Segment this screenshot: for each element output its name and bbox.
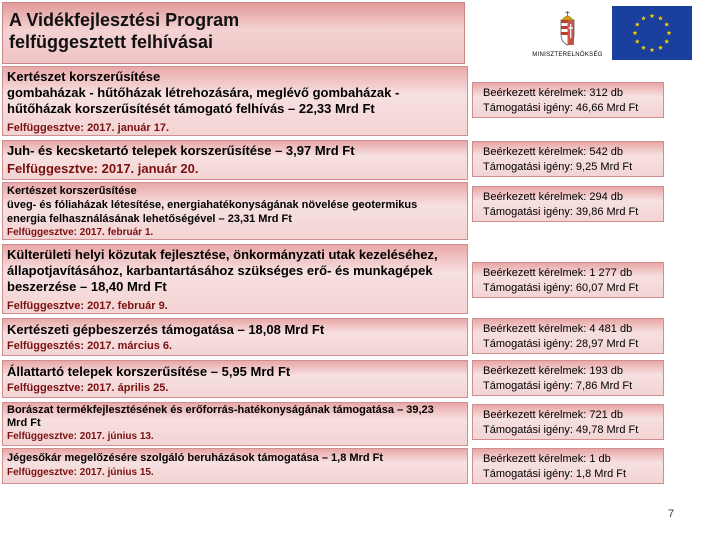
page-title: [9, 9, 239, 53]
item-title-line: Külterületi helyi közutak fejlesztése, önkormányzati utak kezeléséhez,: [7, 247, 438, 262]
ministry-label: MINISZTERELNÖKSÉG: [532, 52, 603, 58]
item-title-line: gombaházak - hűtőházak létrehozására, meglévő gombaházak -: [7, 85, 400, 100]
item-title-line: üveg- és fóliaházak létesítése, energiahatékonyságának növelése geotermikus: [7, 199, 418, 211]
stats-box: [472, 141, 664, 177]
item-title-line: energia felhasználásának lehetőségével – 23,31 Mrd Ft: [7, 213, 292, 225]
requests-count: Beérkezett kérelmek: 193 db: [483, 365, 624, 377]
support-demand: Támogatási igény: 1,8 Mrd Ft: [483, 468, 627, 480]
list-item: [2, 402, 468, 446]
support-demand: Támogatási igény: 28,97 Mrd Ft: [483, 338, 639, 350]
suspended-date: Felfüggesztve: 2017. június 13.: [7, 431, 154, 442]
stats-box: [472, 262, 664, 298]
list-item: [2, 140, 468, 180]
item-title-line: Állattartó telepek korszerűsítése – 5,95 Mrd Ft: [7, 364, 291, 379]
item-title-line: beszerzése – 18,40 Mrd Ft: [7, 279, 167, 294]
list-item: [2, 448, 468, 484]
suspended-date: Felfüggesztve: 2017. február 9.: [7, 300, 168, 312]
page-title-line1: A Vidékfejlesztési Program: [9, 10, 240, 30]
item-title-line: állapotjavításához, karbantartásához szükséges erő- és munkagépek: [7, 263, 433, 278]
list-item: [2, 182, 468, 240]
item-title-line: Kertészet korszerűsítése: [7, 69, 161, 84]
suspended-date: Felfüggesztve: 2017. február 1.: [7, 227, 154, 238]
stats-box: [472, 186, 664, 222]
suspended-date: Felfüggesztve: 2017. április 25.: [7, 382, 169, 394]
requests-count: Beérkezett kérelmek: 4 481 db: [483, 323, 633, 335]
list-item: [2, 66, 468, 136]
suspended-date: Felfüggesztés: 2017. március 6.: [7, 340, 173, 352]
item-title-line: Kertészeti gépbeszerzés támogatása – 18,08 Mrd Ft: [7, 322, 325, 337]
list-item: [2, 318, 468, 356]
suspended-date: Felfüggesztve: 2017. június 15.: [7, 467, 154, 478]
list-item: [2, 360, 468, 398]
suspended-date: Felfüggesztve: 2017. január 20.: [7, 161, 199, 176]
support-demand: Támogatási igény: 39,86 Mrd Ft: [483, 206, 639, 218]
item-title-line: Borászat termékfejlesztésének és erőforrás-hatékonyságának támogatása – 39,23: [7, 404, 434, 416]
stats-box: [472, 404, 664, 440]
page-number: 7: [668, 508, 675, 520]
stats-box: [472, 448, 664, 484]
support-demand: Támogatási igény: 60,07 Mrd Ft: [483, 282, 639, 294]
item-title-line: Jégesőkár megelőzésére szolgáló beruházások támogatása – 1,8 Mrd Ft: [7, 452, 383, 464]
item-title-line: Juh- és kecsketartó telepek korszerűsítése – 3,97 Mrd Ft: [7, 143, 355, 158]
page-title-line2: felfüggesztett felhívásai: [9, 32, 214, 52]
requests-count: Beérkezett kérelmek: 312 db: [483, 87, 624, 99]
stats-box: [472, 82, 664, 118]
support-demand: Támogatási igény: 7,86 Mrd Ft: [483, 380, 633, 392]
requests-count: Beérkezett kérelmek: 1 277 db: [483, 267, 633, 279]
suspended-date: Felfüggesztve: 2017. január 17.: [7, 122, 170, 134]
support-demand: Támogatási igény: 49,78 Mrd Ft: [483, 424, 639, 436]
hungarian-coat-of-arms-icon: [530, 8, 605, 50]
eu-flag-icon: [612, 6, 692, 60]
requests-count: Beérkezett kérelmek: 294 db: [483, 191, 624, 203]
requests-count: Beérkezett kérelmek: 542 db: [483, 146, 624, 158]
stats-box: [472, 360, 664, 396]
ministry-logo: [530, 8, 605, 58]
title-banner: [2, 2, 465, 64]
stats-box: [472, 318, 664, 354]
requests-count: Beérkezett kérelmek: 721 db: [483, 409, 624, 421]
requests-count: Beérkezett kérelmek: 1 db: [483, 453, 611, 465]
support-demand: Támogatási igény: 46,66 Mrd Ft: [483, 102, 639, 114]
item-title-line: Kertészet korszerűsítése: [7, 185, 137, 197]
item-title-line: Mrd Ft: [7, 417, 41, 429]
list-item: [2, 244, 468, 314]
support-demand: Támogatási igény: 9,25 Mrd Ft: [483, 161, 633, 173]
item-title-line: hűtőházak korszerűsítését támogató felhívás – 22,33 Mrd Ft: [7, 101, 375, 116]
